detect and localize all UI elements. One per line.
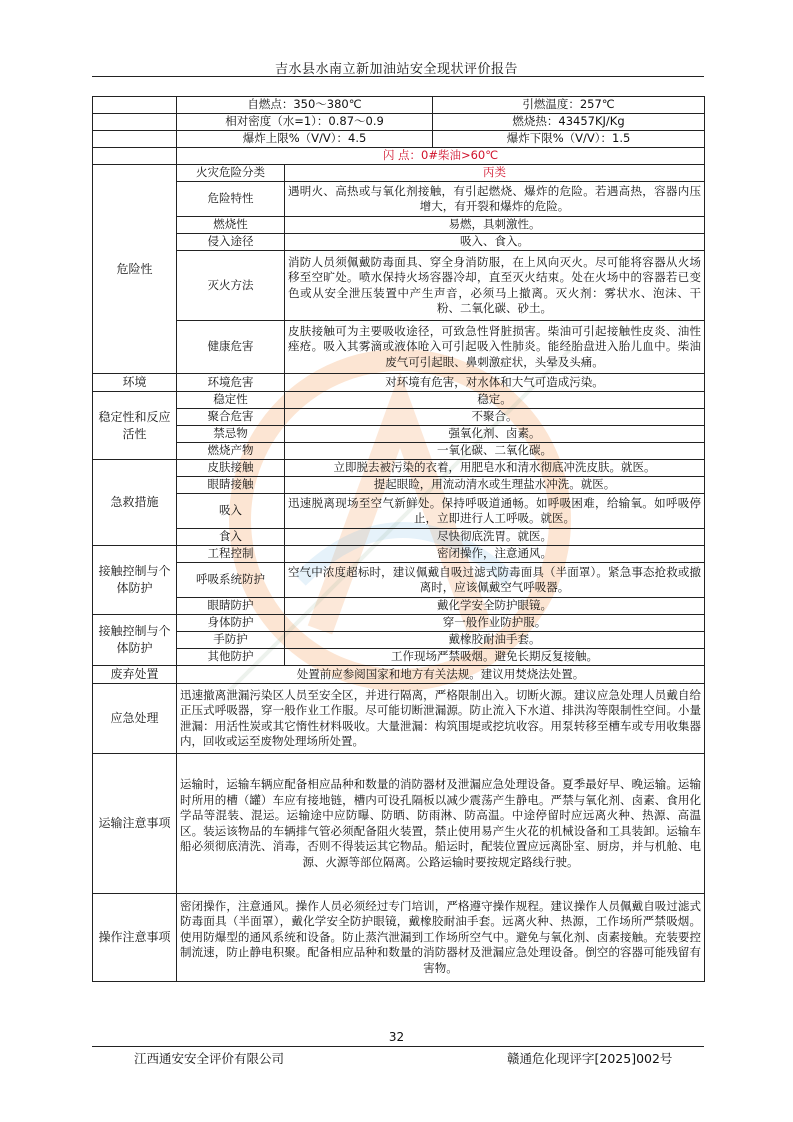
- protection-row-label: 其他防护: [177, 649, 285, 666]
- stability-row-value: 一氧化碳、二氧化碳。: [285, 443, 705, 460]
- stability-row-label: 聚合危害: [177, 409, 285, 426]
- lower-explosion-limit: 爆炸下限%（V/V）：1.5: [433, 131, 705, 148]
- blank-cell: [93, 97, 177, 114]
- protection-row-label: 身体防护: [177, 615, 285, 632]
- transport-value: 运输时，运输车辆应配备相应品种和数量的消防器材及泄漏应急处理设备。夏季最好早、晚运输。运输时所用的槽（罐）车应有接地链，槽内可设孔隔板以减少震荡产生静电。严禁与氧化剂、卤素、食用化学品等混装、混运。运输途中应防曝、防晒、防雨淋、防高温。中途停留时应远离火种、热源、高温区。装运该物品的车辆排气管必须配备阻火装置，禁止使用易产生火花的机械设备和工具装卸。运输车船必须彻底清洗、消毒，否则不得装运其它物品。船运时，配装位置应远离卧室、厨房，并与机舱、电源、火源等部位隔离。公路运输时要按规定路线行驶。: [177, 754, 705, 894]
- protection-row-value: 戴化学安全防护眼镜。: [285, 598, 705, 615]
- page-number: 32: [388, 1030, 405, 1044]
- stability-row-value: 不聚合。: [285, 409, 705, 426]
- hazard-row-label: 火灾危险分类: [177, 165, 285, 182]
- hazard-row-value: 遇明火、高热或与氧化剂接触，有引起燃烧、爆炸的危险。若遇高热，容器内压增大，有开裂和爆炸的危险。: [285, 182, 705, 217]
- stability-row-label: 禁忌物: [177, 426, 285, 443]
- operation-value: 密闭操作，注意通风。操作人员必须经过专门培训，严格遵守操作规程。建议操作人员佩戴自吸过滤式防毒面具（半面罩），戴化学安全防护眼镜，戴橡胶耐油手套。远离火种、热源，工作场所严禁吸烟。使用防爆型的通风系统和设备。防止蒸汽泄漏到工作场所空气中。避免与氧化剂、卤素接触。充装要控制流速，防止静电积聚。配备相应品种和数量的消防器材及泄漏应急处理设备。倒空的容器可能残留有害物。: [177, 894, 705, 982]
- stability-row-label: 燃烧产物: [177, 443, 285, 460]
- stability-row-value: 稳定。: [285, 392, 705, 409]
- hazard-row-value: 丙类: [285, 165, 705, 182]
- environment-row-label: 环境危害: [177, 374, 285, 392]
- protection-row-label: 工程控制: [177, 546, 285, 563]
- protection-row-label: 呼吸系统防护: [177, 563, 285, 598]
- hazard-row-label: 危险特性: [177, 182, 285, 217]
- page-header-title: 吉水县水南立新加油站安全现状评价报告: [274, 62, 518, 77]
- hazard-category: 危险性: [93, 165, 177, 374]
- disposal-value: 处置前应参阅国家和地方有关法规。建议用焚烧法处置。: [177, 666, 705, 684]
- protection-row-label: 手防护: [177, 632, 285, 649]
- firstaid-category: 急救措施: [93, 460, 177, 546]
- environment-row-value: 对环境有危害，对水体和大气可造成污染。: [285, 374, 705, 392]
- firstaid-row-value: 迅速脱离现场至空气新鲜处。保持呼吸道通畅。如呼吸困难，给输氧。如呼吸停止，立即进行人工呼吸。就医。: [285, 494, 705, 529]
- protection-category: 接触控制与个体防护: [93, 615, 177, 666]
- operation-category: 操作注意事项: [93, 894, 177, 982]
- emergency-value: 迅速撤离泄漏污染区人员至安全区，并进行隔离，严格限制出入。切断火源。建议应急处理人员戴自给正压式呼吸器，穿一般作业工作服。尽可能切断泄漏源。防止流入下水道、排洪沟等限制性空间。小量泄漏：用活性炭或其它惰性材料吸收。大量泄漏：构筑围堤或挖坑收容。用泵转移至槽车或专用收集器内，回收或运至废物处理场所处置。: [177, 684, 705, 754]
- hazard-row-value: 易燃，具刺激性。: [285, 217, 705, 234]
- firstaid-row-value: 提起眼睑，用流动清水或生理盐水冲洗。就医。: [285, 477, 705, 494]
- relative-density: 相对密度（水=1）：0.87～0.9: [177, 114, 433, 131]
- header-divider: [92, 76, 704, 77]
- protection-row-label: 眼睛防护: [177, 598, 285, 615]
- hazard-row-value: 消防人员须佩戴防毒面具、穿全身消防服，在上风向灭火。尽可能将容器从火场移至空旷处。喷水保持火场容器冷却，直至灭火结束。处在火场中的容器若已变色或从安全泄压装置中产生声音，必须马上撤离。灭火剂：雾状水、泡沫、干粉、二氧化碳、砂土。: [285, 251, 705, 321]
- combustion-heat: 燃烧热：43457KJ/Kg: [433, 114, 705, 131]
- disposal-category: 废弃处置: [93, 666, 177, 684]
- firstaid-row-label: 皮肤接触: [177, 460, 285, 477]
- firstaid-row-label: 食入: [177, 529, 285, 546]
- protection-category: 接触控制与个体防护: [93, 546, 177, 615]
- autoignition-point: 自燃点：350～380℃: [177, 97, 433, 114]
- blank-cell: [93, 131, 177, 148]
- firstaid-row-value: 立即脱去被污染的衣着，用肥皂水和清水彻底冲洗皮肤。就医。: [285, 460, 705, 477]
- protection-row-value: 空气中浓度超标时，建议佩戴自吸过滤式防毒面具（半面罩）。紧急事态抢救或撤离时，应该佩戴空气呼吸器。: [285, 563, 705, 598]
- flash-point: 闪 点：0#柴油>60℃: [177, 148, 705, 165]
- transport-category: 运输注意事项: [93, 754, 177, 894]
- blank-cell: [93, 114, 177, 131]
- protection-row-value: 穿一般作业防护服。: [285, 615, 705, 632]
- upper-explosion-limit: 爆炸上限%（V/V）：4.5: [177, 131, 433, 148]
- hazard-row-label: 侵入途径: [177, 234, 285, 251]
- environment-category: 环境: [93, 374, 177, 392]
- hazard-row-label: 健康危害: [177, 321, 285, 374]
- emergency-category: 应急处理: [93, 684, 177, 754]
- stability-row-label: 稳定性: [177, 392, 285, 409]
- hazard-row-value: 吸入、食入。: [285, 234, 705, 251]
- blank-cell: [93, 148, 177, 165]
- stability-row-value: 强氧化剂、卤素。: [285, 426, 705, 443]
- firstaid-row-label: 眼睛接触: [177, 477, 285, 494]
- ignition-temperature: 引燃温度：257℃: [433, 97, 705, 114]
- protection-row-value: 工作现场严禁吸烟。避免长期反复接触。: [285, 649, 705, 666]
- protection-row-value: 戴橡胶耐油手套。: [285, 632, 705, 649]
- hazard-row-label: 燃烧性: [177, 217, 285, 234]
- footer-divider: [92, 1046, 704, 1047]
- diesel-sds-table: [92, 96, 705, 982]
- hazard-row-value: 皮肤接触可为主要吸收途径，可致急性肾脏损害。柴油可引起接触性皮炎、油性痤疮。吸入其雾滴或液体呛入可引起吸入性肺炎。能经胎盘进入胎儿血中。柴油废气可引起眼、鼻刺激症状，头晕及头痛。: [285, 321, 705, 374]
- footer-company: 江西通安安全评价有限公司: [134, 1051, 285, 1066]
- footer-document-number: 赣通危化现评字[2025]002号: [507, 1051, 673, 1066]
- protection-row-value: 密闭操作，注意通风。: [285, 546, 705, 563]
- stability-category: 稳定性和反应活性: [93, 392, 177, 460]
- hazard-row-label: 灭火方法: [177, 251, 285, 321]
- firstaid-row-label: 吸入: [177, 494, 285, 529]
- firstaid-row-value: 尽快彻底洗胃。就医。: [285, 529, 705, 546]
